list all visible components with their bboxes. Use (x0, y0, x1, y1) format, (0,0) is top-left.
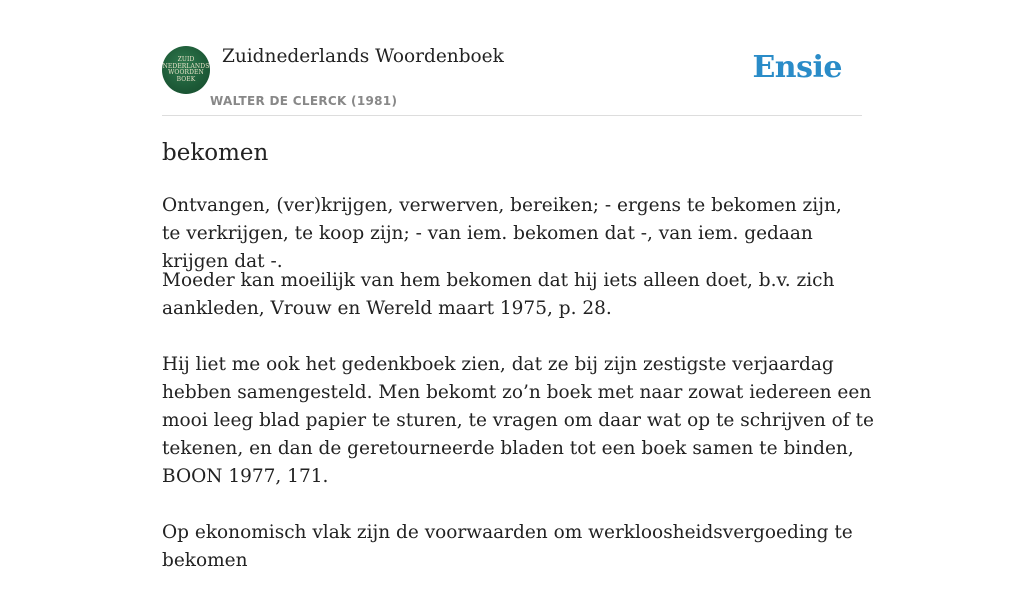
entry-examples (162, 267, 882, 603)
cover-text-line: NEDERLANDS (162, 62, 210, 70)
example-quote: Moeder kan moeilijk van hem bekomen dat hij iets alleen doet, b.v. zich aankleden, Vrouw en Wereld maart 1975, p. 28. (162, 270, 835, 319)
entry-headword: bekomen (162, 140, 269, 166)
dictionary-header (162, 0, 862, 116)
entry-definition: Ontvangen, (ver)krijgen, verwerven, bereiken; - ergens te bekomen zijn, te verkrijgen, te koop zijn; - van iem. bekomen dat -, van iem. gedaan krijgen dat -. (162, 195, 842, 272)
cover-text-line: BOEK (176, 75, 196, 83)
dictionary-author: WALTER DE CLERCK (1981) (210, 94, 398, 108)
cover-text-line: WOORDEN (168, 69, 204, 76)
entry-page (162, 0, 874, 571)
dictionary-title-link[interactable]: Zuidnederlands Woordenboek (222, 46, 504, 67)
example-quote: Hij liet me ook het gedenkboek zien, dat ze bij zijn zestigste verjaardag hebben samengesteld. Men bekomt zo’n boek met naar zowat iedereen een mooi leeg blad papier te sturen, te vragen om daar wat op te schrijven of te tekenen, en dan de geretourneerde bladen tot een boek samen te binden, BOON 1977, 171. (162, 354, 874, 487)
example-quote: Op ekonomisch vlak zijn de voorwaarden om werkloosheidsvergoeding te bekomen (162, 522, 853, 571)
dictionary-cover-image[interactable] (162, 46, 210, 94)
cover-text-line: ZUID (177, 56, 195, 63)
ensie-logo[interactable]: Ensie (752, 50, 842, 85)
